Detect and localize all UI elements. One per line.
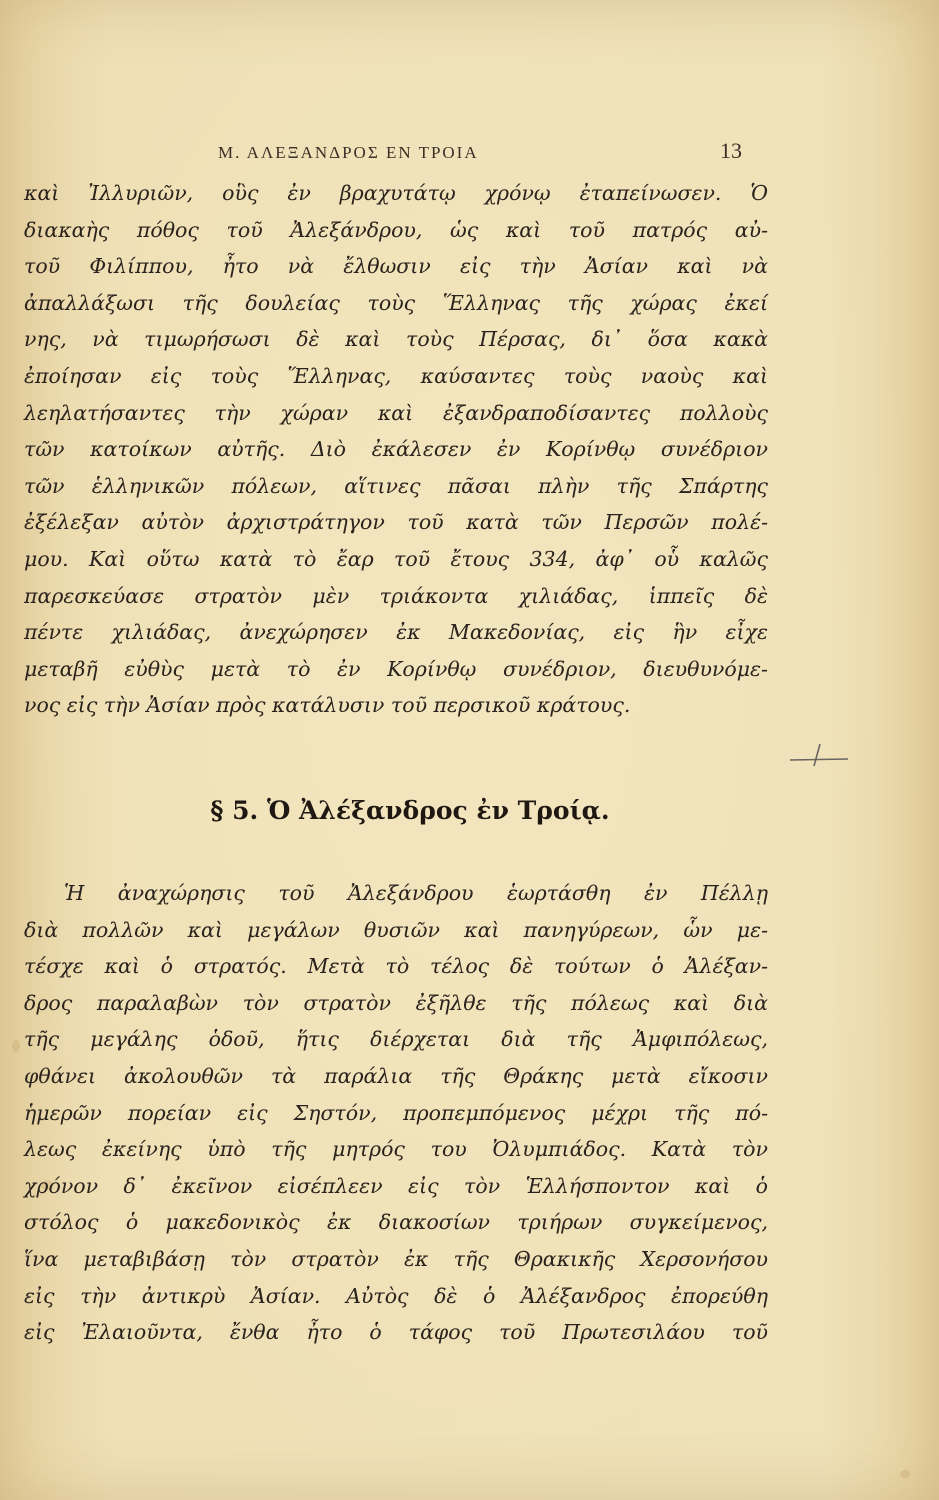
- text-line: διακαὴς πόθος τοῦ Ἀλεξάνδρου, ὡς καὶ τοῦ πατρός αὐ-: [24, 217, 768, 242]
- text-line: λεως ἐκείνης ὑπὸ τῆς μητρός του Ὀλυμπιάδος. Κατὰ τὸν: [24, 1137, 768, 1162]
- text-line: ἐποίησαν εἰς τοὺς Ἕλληνας, καύσαντες τοὺς ναοὺς καὶ: [24, 363, 768, 388]
- text-line: ἵνα μεταβιβάσῃ τὸν στρατὸν ἐκ τῆς Θρακικῆς Χερσονήσου: [24, 1246, 768, 1271]
- text-line: τέσχε καὶ ὁ στρατός. Μετὰ τὸ τέλος δὲ τούτων ὁ Ἀλέξαν-: [24, 954, 768, 979]
- text-line: ἀπαλλάξωσι τῆς δουλείας τοὺς Ἕλληνας τῆς χώρας ἐκεί: [24, 290, 768, 315]
- text-line: διὰ πολλῶν καὶ μεγάλων θυσιῶν καὶ πανηγύρεων, ὧν με-: [24, 917, 768, 942]
- text-line: Ἡ ἀναχώρησις τοῦ Ἀλεξάνδρου ἑωρτάσθη ἐν Πέλλῃ: [64, 881, 768, 905]
- text-line: χρόνον δ᾽ ἐκεῖνον εἰσέπλεεν εἰς τὸν Ἑλλήσποντον καὶ ὁ: [24, 1173, 768, 1198]
- paragraph-continued: [24, 175, 768, 724]
- text-line: τῶν κατοίκων αὐτῆς. Διὸ ἐκάλεσεν ἐν Κορίνθῳ συνέδριον: [24, 437, 768, 462]
- text-line: εἰς τὴν ἀντικρὺ Ἀσίαν. Αὐτὸς δὲ ὁ Ἀλέξανδρος ἐπορεύθη: [24, 1283, 768, 1308]
- paper-stain: [12, 1040, 20, 1052]
- text-line: φθάνει ἀκολουθῶν τὰ παράλια τῆς Θράκης μετὰ εἴκοσιν: [24, 1063, 768, 1088]
- text-line: νης, νὰ τιμωρήσωσι δὲ καὶ τοὺς Πέρσας, δι᾽ ὅσα κακὰ: [24, 327, 768, 352]
- text-line: λεηλατήσαντες τὴν χώραν καὶ ἐξανδραποδίσαντες πολλοὺς: [24, 400, 768, 425]
- paper-stain: [900, 1470, 910, 1478]
- pencil-mark-icon: [790, 742, 848, 770]
- text-line: τῶν ἑλληνικῶν πόλεων, αἵτινες πᾶσαι πλὴν τῆς Σπάρτης: [24, 473, 768, 498]
- text-line: τῆς μεγάλης ὁδοῦ, ἥτις διέρχεται διὰ τῆς Ἀμφιπόλεως,: [24, 1027, 768, 1052]
- text-line: ἐξέλεξαν αὐτὸν ἀρχιστράτηγον τοῦ κατὰ τῶν Περσῶν πολέ-: [24, 510, 768, 535]
- text-line: νος εἰς τὴν Ἀσίαν πρὸς κατάλυσιν τοῦ περσικοῦ κράτους.: [24, 693, 631, 718]
- text-line: παρεσκεύασε στρατὸν μὲν τριάκοντα χιλιάδας, ἱππεῖς δὲ: [24, 583, 768, 608]
- text-line: καὶ Ἰλλυριῶν, οὓς ἐν βραχυτάτῳ χρόνῳ ἐταπείνωσεν. Ὁ: [24, 181, 768, 205]
- text-line: πέντε χιλιάδας, ἀνεχώρησεν ἐκ Μακεδονίας, εἰς ἣν εἶχε: [24, 620, 768, 645]
- text-line: στόλος ὁ μακεδονικὸς ἐκ διακοσίων τριήρων συγκείμενος,: [24, 1210, 768, 1235]
- text-line: ἡμερῶν πορείαν εἰς Σηστόν, προπεμπόμενος μέχρι τῆς πό-: [24, 1100, 768, 1125]
- page-number: 13: [720, 138, 742, 163]
- text-line: τοῦ Φιλίππου, ἦτο νὰ ἔλθωσιν εἰς τὴν Ἀσίαν καὶ νὰ: [24, 254, 768, 279]
- text-line: μου. Καὶ οὕτω κατὰ τὸ ἔαρ τοῦ ἔτους 334, ἀφ᾽ οὗ καλῶς: [24, 546, 768, 571]
- running-head: Μ. ΑΛΕΞΑΝΔΡΟΣ ΕΝ ΤΡΟΙΑ: [218, 143, 479, 162]
- text-line: εἰς Ἐλαιοῦντα, ἔνθα ἦτο ὁ τάφος τοῦ Πρωτεσιλάου τοῦ: [24, 1320, 768, 1345]
- text-line: δρος παραλαβὼν τὸν στρατὸν ἐξῆλθε τῆς πόλεως καὶ διὰ: [24, 990, 768, 1015]
- paragraph: [24, 875, 768, 1351]
- text-line: μεταβῆ εὐθὺς μετὰ τὸ ἐν Κορίνθῳ συνέδριον, διευθυνόμε-: [24, 656, 768, 681]
- section-heading: § 5. Ὁ Ἀλέξανδρος ἐν Τροίᾳ.: [210, 796, 610, 825]
